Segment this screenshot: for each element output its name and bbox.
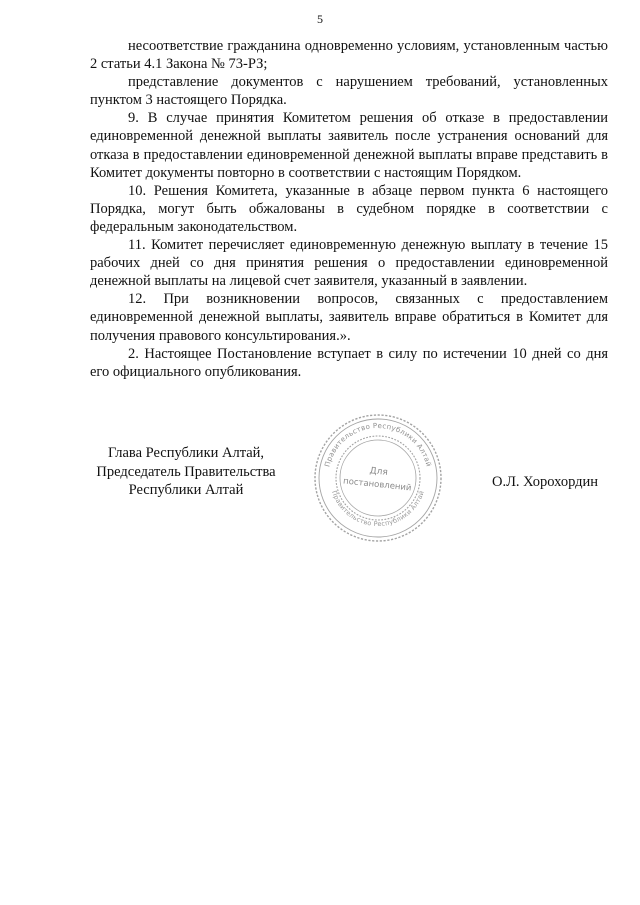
signer-name: О.Л. Хорохордин [492,474,599,490]
official-stamp [312,412,444,544]
document-body [90,37,608,381]
paragraph-item-9: 9. В случае принятия Комитетом решения об отказе в предоставлении единовременной денежной выплаты заявитель после устранения оснований для отказа в предоставлении единовременной денежной выплаты вправе представить в Комитет документы повторно в соответствии с настоящим Порядком. [90,110,608,181]
stamp-ring-2 [319,419,437,537]
paragraph-item-12: 12. При возникновении вопросов, связанных с предоставлением единовременной денежной выплаты, заявитель вправе обратиться в Комитет для получения правового консультирования.». [90,291,608,344]
stamp-center-line-2: постановлений [342,476,412,494]
stamp-center-line-1: Для [369,466,389,478]
paragraph-document-violation: представление документов с нарушением требований, установленных пунктом 3 настоящего Порядка. [90,74,608,109]
signature-block [80,444,292,500]
page-number: 5 [317,12,323,26]
paragraph-nonconformity: несоответствие гражданина одновременно условиям, установленным частью 2 статьи 4.1 Закона № 73-РЗ; [90,38,608,73]
signer-title-line-3: Республики Алтай [128,482,244,498]
signer-title-line-1: Глава Республики Алтай, [107,445,265,461]
paragraph-item-10: 10. Решения Комитета, указанные в абзаце первом пункта 6 настоящего Порядка, могут быть обжалованы в судебном порядке в соответствии с федеральным законодательством. [90,182,608,235]
paragraph-item-11: 11. Комитет перечисляет единовременную денежную выплату в течение 15 рабочих дней со дня принятия решения о предоставлении единовременной денежной выплаты на лицевой счет заявителя, указанный в заявлении. [90,237,608,290]
stamp-ring-top-text: Правительство Республики Алтай [323,421,433,468]
stamp-ring-bottom-text: Правительство Республики Алтай [329,489,426,529]
paragraph-entry-into-force: 2. Настоящее Постановление вступает в силу по истечении 10 дней со дня его официального опубликования. [90,345,608,380]
signer-title-line-2: Председатель Правительства [96,463,276,480]
